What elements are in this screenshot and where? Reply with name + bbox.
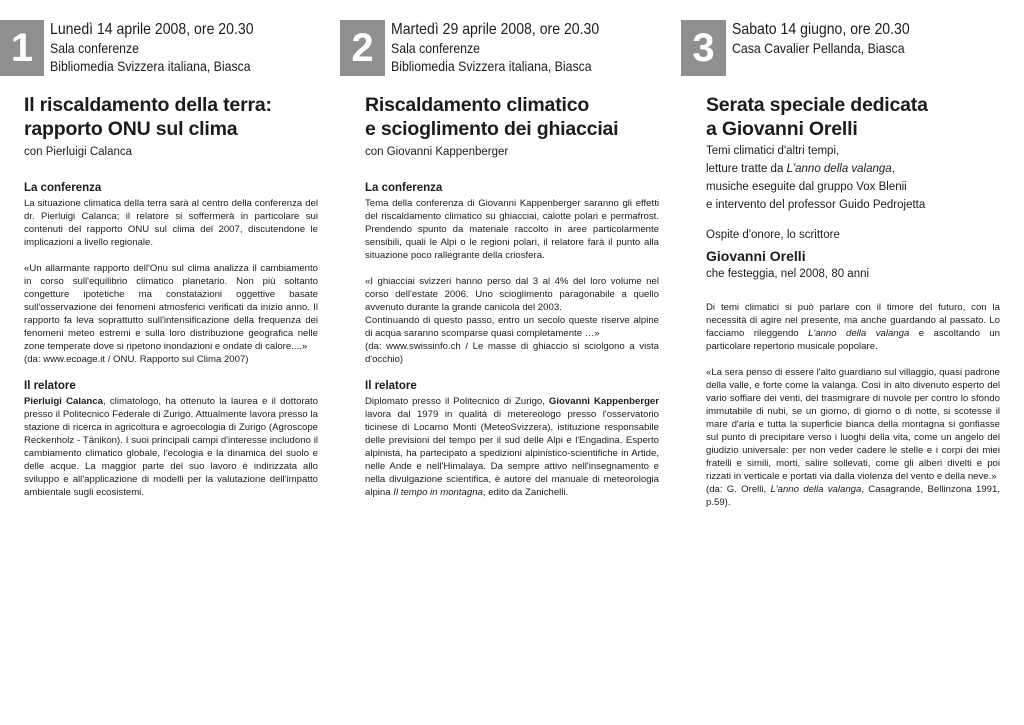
conference-heading: La conferenza bbox=[24, 182, 102, 194]
event-date: Sabato 14 giugno, ore 20.30 bbox=[732, 21, 910, 38]
book-title: L'anno della valanga bbox=[786, 163, 892, 175]
quote-text: «La sera penso di essere l'alto guardiano sul villaggio, quasi padrone della valle, e forte come la valanga. Così in alto divenuto esperto del vario soffiare dei venti, del trasmigrare di nuvole per contro lo sfondo immutabile di nubi, se un giorno, di giorno o di notte, si scotesse il mare d'aria e tutta la superficie bianca della montagna si gonfiasse sul punto di precipitare verso i luoghi della vita, come un angelo del giudizio universale: per non veder cadere le stelle e i corpi dei miei fratelli e simili, morti, salire sollevati, come gli alberi divelti e poi rizzati in verticale e portati via dalla violenza del vento e della neve.» bbox=[706, 367, 1000, 482]
event-number-badge: 2 bbox=[340, 20, 385, 76]
event-header bbox=[10, 20, 318, 76]
conference-heading: La conferenza bbox=[365, 182, 443, 194]
event-venue-line: Sala conferenze bbox=[50, 40, 140, 56]
event-title bbox=[365, 93, 659, 141]
event-title-line: Serata speciale dedicata bbox=[706, 94, 928, 116]
program-line bbox=[706, 160, 1000, 178]
event-number-badge: 3 bbox=[681, 20, 726, 76]
guest-note: che festeggia, nel 2008, 80 anni bbox=[706, 268, 870, 280]
event-header bbox=[351, 20, 659, 76]
event-venue-line: Sala conferenze bbox=[391, 40, 481, 56]
program-line: Temi climatici d'altri tempi, bbox=[706, 145, 840, 157]
speaker-bio bbox=[365, 395, 659, 499]
intro-text-end: e ascoltando un particolare repertorio musicale popolare. bbox=[706, 328, 1001, 352]
program-line: musiche eseguite dal gruppo Vox Blenii bbox=[706, 181, 907, 193]
speaker-name: Pierluigi Calanca bbox=[24, 396, 103, 407]
guest-name: Giovanni Orelli bbox=[706, 248, 806, 264]
event-program bbox=[706, 142, 1000, 214]
conference-description bbox=[24, 197, 318, 366]
book-title: L'anno della valanga bbox=[770, 484, 862, 495]
event-venue-line: Bibliomedia Svizzera italiana, Biasca bbox=[50, 58, 251, 74]
speaker-bio bbox=[24, 395, 318, 499]
quote-text: «Un allarmante rapporto dell'Onu sul clima analizza il cambiamento in corso sull'equilibrio climatico planetario. Non più soltanto congetture ipotetiche ma constatazioni oggettive basate sull'osservazione dei fenomeni atmosferici verificati da inizio anno. Il rapporto fa leva soprattutto sull'intensificazione della frequenza dei fenomeni meteo estremi e sulla loro distribuzione geografica nelle zone temperate dove si ripetono inondazioni e ondate di calore....» bbox=[24, 263, 318, 352]
event-info bbox=[391, 20, 628, 75]
program-line-text: letture tratte da bbox=[706, 163, 787, 175]
quote-text: «I ghiacciai svizzeri hanno perso dal 3 al 4% del loro volume nel corso dell'estate 2006. Uno scioglimento paragonabile a quello avvenuto durante la grande canicola del 2003. bbox=[365, 276, 659, 313]
event-date: Lunedì 14 aprile 2008, ore 20.30 bbox=[50, 21, 254, 38]
event-title bbox=[706, 93, 1000, 141]
event-title-line: rapporto ONU sul clima bbox=[24, 118, 238, 140]
event-venue-line: Casa Cavalier Pellanda, Biasca bbox=[732, 40, 905, 56]
guest-label: Ospite d'onore, lo scrittore bbox=[706, 229, 840, 241]
quote-text-continued: Continuando di questo passo, entro un secolo queste riserve alpine di acqua saranno scomparse quasi completamente …» bbox=[365, 315, 659, 339]
book-title: Il tempo in montagna bbox=[393, 487, 483, 498]
event-column-3 bbox=[692, 20, 1001, 522]
evening-description bbox=[706, 301, 1000, 509]
speaker-bio-intro: Diplomato presso il Politecnico di Zurigo, bbox=[365, 396, 549, 407]
conference-text: La situazione climatica della terra sarà al centro della conferenza del dr. Pierluigi Calanca; il relatore si soffermerà in particolare sui contenuti del rapporto ONU sul clima del 2007, discutendone le implicazioni a livello regionale. bbox=[24, 198, 318, 248]
event-title-line: e scioglimento dei ghiacciai bbox=[365, 118, 619, 140]
quote-source: (da: www.swissinfo.ch / Le masse di ghiaccio si sciolgono a vista d'occhio) bbox=[365, 341, 659, 365]
event-number-badge: 1 bbox=[0, 20, 44, 76]
event-column-2 bbox=[351, 20, 659, 512]
program-line: e intervento del professor Guido Pedrojetta bbox=[706, 199, 926, 211]
event-speaker-line: con Pierluigi Calanca bbox=[24, 146, 133, 158]
intro-text-start: Di temi climatici si può parlare con il timore del futuro, con la necessità di agire nel presente, ma anche guardando al passato. Lo facciamo rileggendo bbox=[706, 302, 1000, 339]
event-date: Martedì 29 aprile 2008, ore 20.30 bbox=[391, 21, 600, 38]
event-speaker-line: con Giovanni Kappenberger bbox=[365, 146, 509, 158]
event-header bbox=[692, 20, 1000, 76]
event-venue-line: Bibliomedia Svizzera italiana, Biasca bbox=[391, 58, 592, 74]
quote-source bbox=[706, 483, 1000, 509]
speaker-heading: Il relatore bbox=[24, 380, 76, 392]
book-title: L'anno della valanga bbox=[808, 328, 910, 339]
event-column-1 bbox=[10, 20, 318, 512]
event-title-line: Riscaldamento climatico bbox=[365, 94, 590, 116]
conference-text: Tema della conferenza di Giovanni Kappenberger saranno gli effetti del riscaldamento climatico su ghiacciai, calotte polari e permafrost. Prendendo spunto da materiale raccolto in aree particolarmente sensibili, quali le Alpi o le regioni polari, il relatore farà il punto alla situazione poco rallegrante della criosfera. bbox=[365, 198, 659, 261]
quote-source: (da: www.ecoage.it / ONU. Rapporto sul Clima 2007) bbox=[24, 354, 249, 365]
speaker-name: Giovanni Kappenberger bbox=[548, 396, 659, 407]
conference-description bbox=[365, 197, 659, 366]
quote-source-end: , Casagrande, Bellinzona 1991, p.59). bbox=[706, 484, 1000, 508]
speaker-bio-end: , edito da Zanichelli. bbox=[482, 487, 569, 498]
speaker-bio-text: , climatologo, ha ottenuto la laurea e il dottorato presso il Politecnico Federale di Zurigo. Attualmente lavora presso la stazione di ricerca in agricoltura e agroecologia di Zurigo (Agroscope Reckenholz - Tänikon). I suoi principali campi d'interesse includono il cambiamento climatico globale, l'ecologia e la dinamica del suolo e delle acque. La maggior parte del suo lavoro è indirizzata allo sviluppo e all'applicazione di modelli per la valutazione dell'impatto ambientale sugli ecosistemi. bbox=[24, 396, 318, 498]
speaker-heading: Il relatore bbox=[365, 380, 417, 392]
event-title-line: a Giovanni Orelli bbox=[706, 118, 858, 140]
event-info bbox=[732, 20, 934, 57]
event-title-line: Il riscaldamento della terra: bbox=[24, 94, 272, 116]
event-info bbox=[50, 20, 281, 75]
event-title bbox=[24, 93, 318, 141]
speaker-bio-text: lavora dal 1979 in qualità di metereologo presso l'osservatorio ticinese di Locarno Monti (MeteoSvizzera), istituzione responsabile delle previsioni del tempo per il sud delle Alpi e l'Engadina. Esperto alpinista, ha partecipato a spedizioni alpinistico-scientifiche in Artide, nelle Ande e nell'Himalaya. Da sempre attivo nell'insegnamento e nella divulgazione scientifica, è autore del manuale di meteorologia alpina bbox=[365, 409, 659, 498]
intro-text bbox=[706, 301, 1000, 353]
quote-source-start: (da: G. Orelli, bbox=[706, 484, 771, 495]
program-line-punct: , bbox=[891, 163, 895, 175]
